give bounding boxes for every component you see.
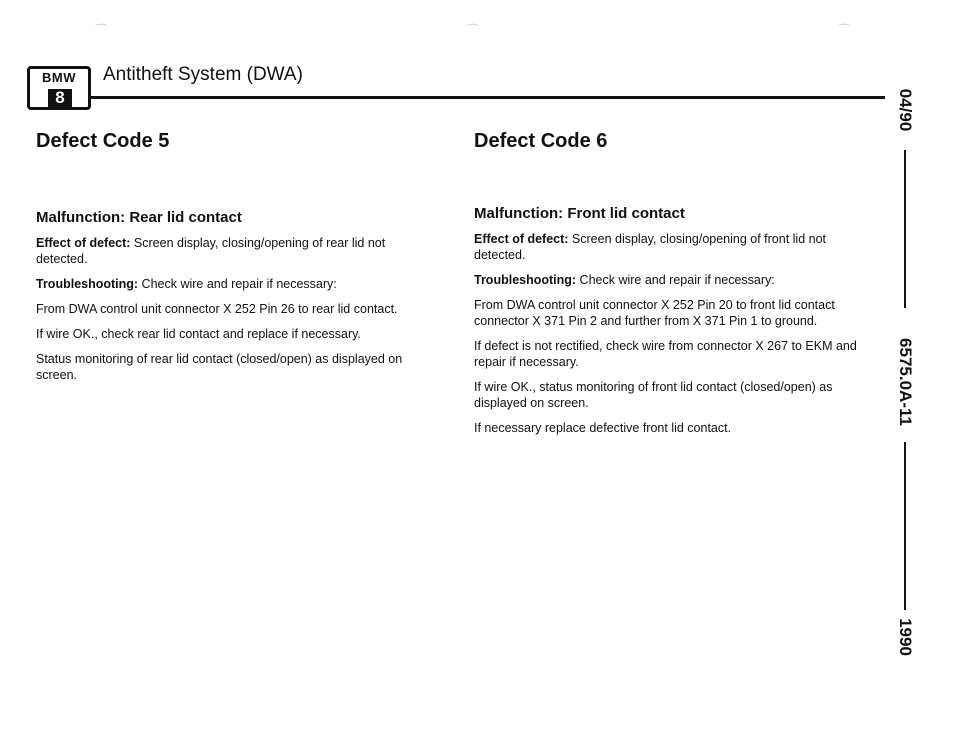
- page-title: Antitheft System (DWA): [103, 64, 303, 85]
- instruction-paragraph: If wire OK., status monitoring of front lid contact (closed/open) as displayed on screen.: [474, 380, 833, 410]
- troubleshooting-text: Check wire and repair if necessary:: [576, 273, 775, 287]
- logo-series: 8: [48, 89, 72, 107]
- troubleshooting-paragraph: [36, 276, 436, 292]
- scan-mark: ⌒: [466, 23, 480, 38]
- effect-paragraph: [36, 235, 436, 267]
- defect-title: Defect Code 6: [474, 130, 608, 152]
- defect-code-5-section: [36, 130, 436, 383]
- margin-rule: [904, 442, 906, 610]
- bmw-logo: [27, 66, 91, 110]
- effect-paragraph: [474, 231, 864, 263]
- logo-brand: BMW: [42, 70, 76, 85]
- troubleshooting-paragraph: [474, 272, 864, 288]
- malfunction-heading: Malfunction: Rear lid contact: [36, 209, 242, 226]
- malfunction-heading: Malfunction: Front lid contact: [474, 205, 685, 222]
- scan-mark: ⌒: [838, 23, 852, 38]
- scan-mark: ⌒: [95, 23, 109, 38]
- margin-rule: [904, 150, 906, 308]
- year-label: 1990: [896, 618, 915, 656]
- instruction-paragraph: Status monitoring of rear lid contact (closed/open) as displayed on screen.: [36, 352, 403, 382]
- troubleshooting-label: Troubleshooting:: [474, 273, 577, 287]
- troubleshooting-text: Check wire and repair if necessary:: [138, 277, 337, 291]
- instruction-paragraph: If defect is not rectified, check wire from connector X 267 to EKM and repair if necessary.: [474, 339, 857, 369]
- defect-code-6-section: [474, 130, 864, 436]
- date-label: 04/90: [896, 88, 915, 132]
- effect-text: Screen display, closing/opening of front lid not detected.: [474, 232, 827, 262]
- effect-text: Screen display, closing/opening of rear lid not detected.: [36, 236, 386, 266]
- effect-label: Effect of defect:: [474, 232, 569, 246]
- instruction-paragraph: If necessary replace defective front lid contact.: [474, 421, 732, 435]
- document-code: 6575.0A-11: [896, 338, 915, 426]
- defect-title: Defect Code 5: [36, 130, 170, 152]
- instruction-paragraph: From DWA control unit connector X 252 Pin 26 to rear lid contact.: [36, 302, 398, 316]
- instruction-paragraph: If wire OK., check rear lid contact and replace if necessary.: [36, 327, 361, 341]
- instruction-paragraph: From DWA control unit connector X 252 Pin 20 to front lid contact connector X 371 Pin 2 and further from X 371 Pin 1 to ground.: [474, 298, 835, 328]
- effect-label: Effect of defect:: [36, 236, 131, 250]
- header-rule: [91, 96, 885, 99]
- troubleshooting-label: Troubleshooting:: [36, 277, 139, 291]
